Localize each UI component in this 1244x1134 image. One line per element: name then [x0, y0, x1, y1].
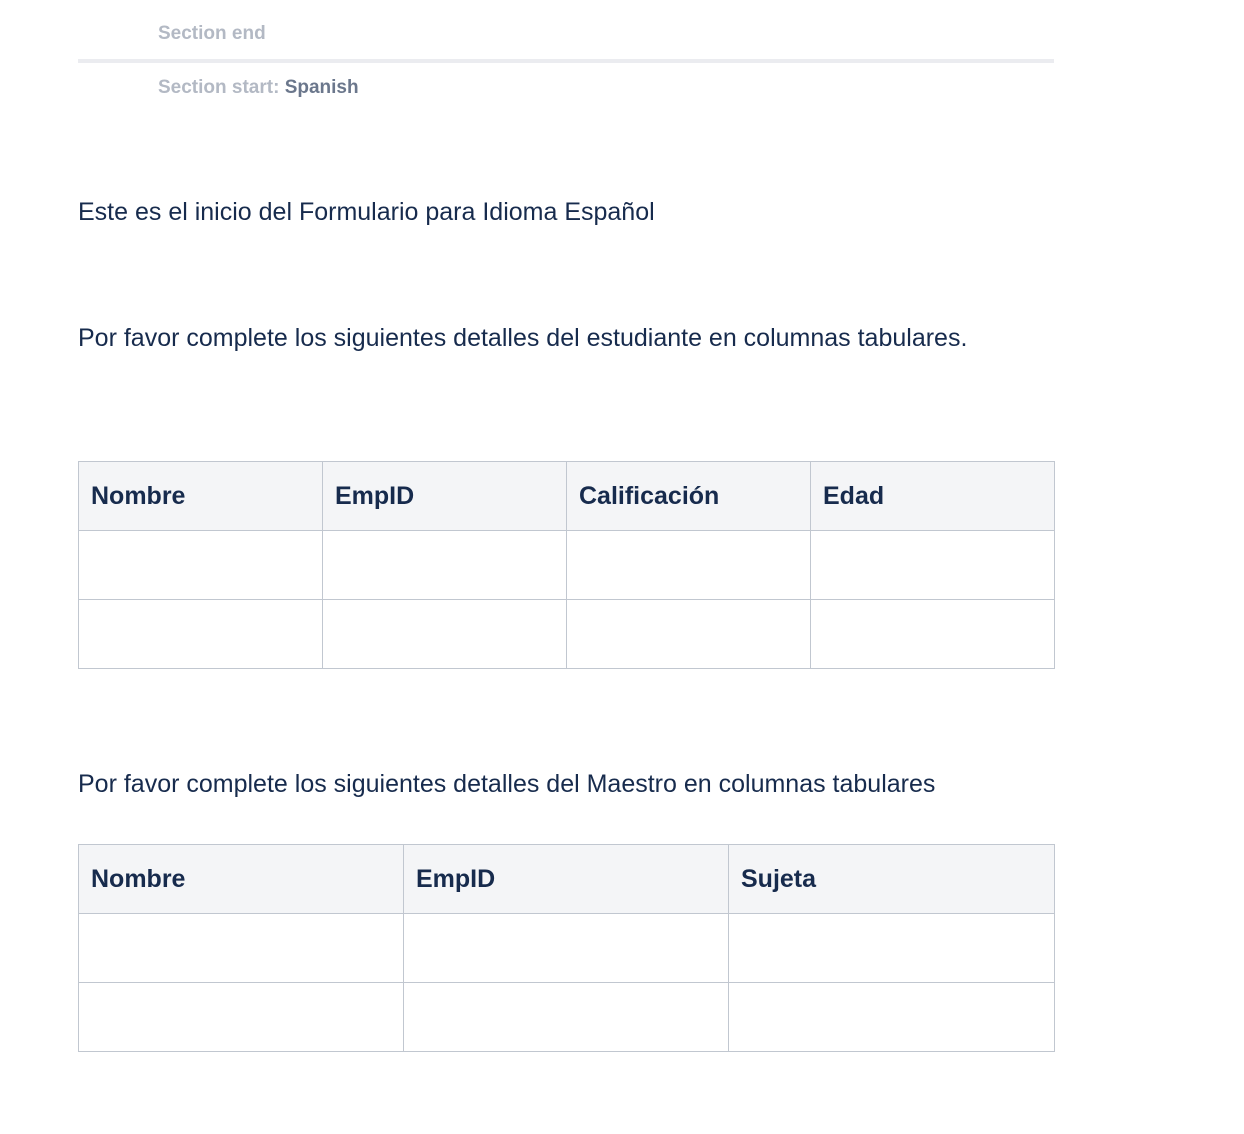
- column-header-calificacion: Calificación: [567, 462, 811, 531]
- table-cell[interactable]: [79, 914, 404, 983]
- table-cell[interactable]: [404, 914, 729, 983]
- table-row: [79, 914, 1055, 983]
- column-header-nombre: Nombre: [79, 462, 323, 531]
- table-cell[interactable]: [811, 531, 1055, 600]
- section-end-label: Section end: [158, 23, 266, 44]
- column-header-nombre: Nombre: [79, 845, 404, 914]
- table-row: [79, 983, 1055, 1052]
- table-cell[interactable]: [729, 914, 1055, 983]
- section-end-marker: [78, 22, 266, 46]
- table-cell[interactable]: [567, 531, 811, 600]
- column-header-edad: Edad: [811, 462, 1055, 531]
- table-cell[interactable]: [404, 983, 729, 1052]
- table-row: [79, 531, 1055, 600]
- section-divider: [78, 59, 1054, 63]
- table-header-row: [79, 845, 1055, 914]
- table-cell[interactable]: [567, 600, 811, 669]
- column-header-empid: EmpID: [404, 845, 729, 914]
- section-start-language: Spanish: [284, 77, 359, 98]
- table-cell[interactable]: [811, 600, 1055, 669]
- intro-paragraph: Este es el inicio del Formulario para Idioma Español: [78, 198, 655, 226]
- table-row: [79, 600, 1055, 669]
- table-cell[interactable]: [79, 983, 404, 1052]
- table-cell[interactable]: [729, 983, 1055, 1052]
- column-header-empid: EmpID: [323, 462, 567, 531]
- section-start-label: Section start:: [158, 77, 280, 98]
- table-header-row: [79, 462, 1055, 531]
- teacher-table: [78, 844, 1055, 1052]
- teacher-instructions-paragraph: Por favor complete los siguientes detalles del Maestro en columnas tabulares: [78, 770, 936, 798]
- student-instructions-paragraph: Por favor complete los siguientes detalles del estudiante en columnas tabulares.: [78, 324, 968, 352]
- table-cell[interactable]: [323, 531, 567, 600]
- table-cell[interactable]: [79, 600, 323, 669]
- column-header-sujeta: Sujeta: [729, 845, 1055, 914]
- student-table: [78, 461, 1055, 669]
- table-cell[interactable]: [79, 531, 323, 600]
- table-cell[interactable]: [323, 600, 567, 669]
- section-start-marker: [78, 76, 359, 100]
